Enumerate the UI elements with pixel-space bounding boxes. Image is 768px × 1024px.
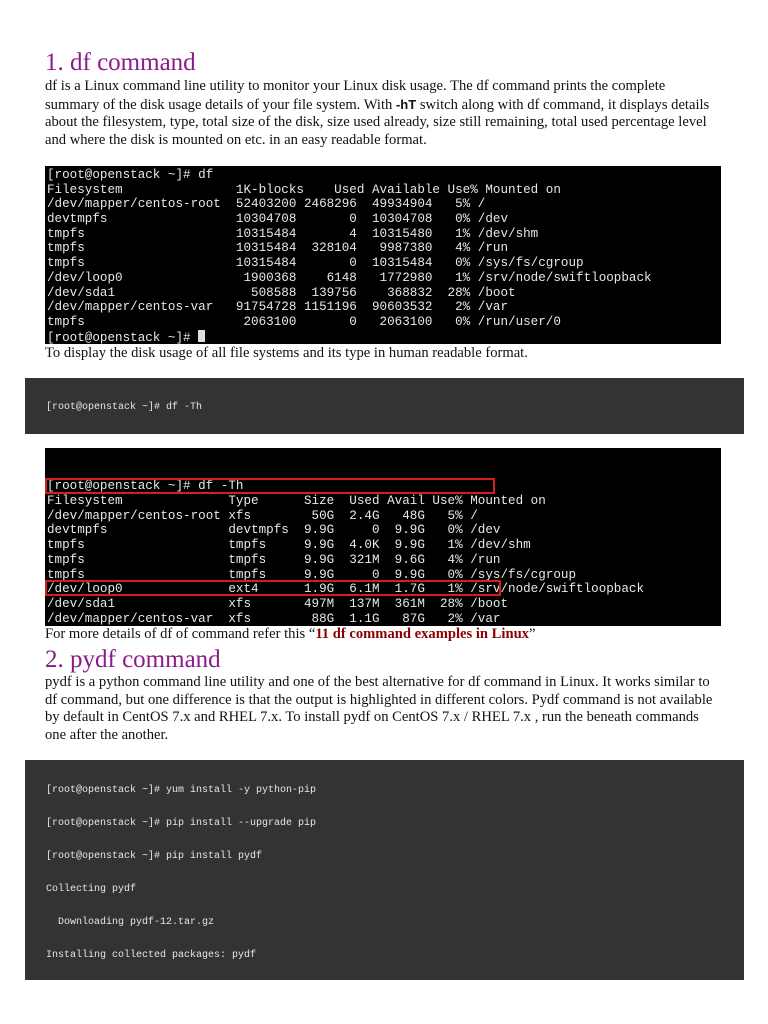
section-heading-pydf: 2. pydf command <box>45 646 221 673</box>
terminal-row: /dev/mapper/centos-var 91754728 1151196 90603532 2% /var <box>47 300 509 315</box>
code-line: [root@openstack ~]# yum install -y python-pip <box>46 785 317 796</box>
terminal-row: tmpfs 10315484 0 10315484 0% /sys/fs/cgroup <box>47 256 584 271</box>
terminal-row: /dev/sda1 508588 139756 368832 28% /boot <box>47 285 516 300</box>
terminal-row: tmpfs tmpfs 9.9G 4.0K 9.9G 1% /dev/shm <box>47 538 531 553</box>
display-usage-text: To display the disk usage of all file systems and its type in human readable format. <box>45 345 528 361</box>
code-line: Downloading pydf-12.tar.gz <box>46 917 215 928</box>
terminal-prompt-line: [root@openstack ~]# df <box>47 168 214 182</box>
terminal-row: /dev/mapper/centos-root xfs 50G 2.4G 48G 5% / <box>47 508 478 523</box>
code-line: [root@openstack ~]# df -Th <box>46 402 203 413</box>
terminal-row: tmpfs tmpfs 9.9G 321M 9.6G 4% /run <box>47 552 501 567</box>
pydf-install-code-block <box>25 760 744 980</box>
pydf-intro-paragraph: pydf is a python command line utility and one of the best alternative for df command in Linux. It works similar to df command, but one difference is that the output is highlighted in different colors. Pydf command is not available by default in CentOS 7.x and RHEL 7.x. To install pydf on CentOS 7.x / RHEL 7.x , run the beneath commands one after the another. <box>45 674 713 743</box>
terminal-row: tmpfs 2063100 0 2063100 0% /run/user/0 <box>47 314 561 329</box>
df-examples-link[interactable]: 11 df command examples in Linux <box>315 626 529 642</box>
terminal-row: /dev/mapper/centos-root 52403200 2468296 49934904 5% / <box>47 197 486 212</box>
terminal-row: tmpfs 10315484 328104 9987380 4% /run <box>47 241 509 256</box>
terminal-row: /dev/loop0 1900368 6148 1772980 1% /srv/node/swiftloopback <box>47 270 652 285</box>
terminal-row: devtmpfs devtmpfs 9.9G 0 9.9G 0% /dev <box>47 523 501 538</box>
code-line: Collecting pydf <box>46 884 137 895</box>
terminal-header-line: Filesystem Type Size Used Avail Use% Mounted on <box>47 494 546 509</box>
cursor-icon <box>198 330 205 342</box>
terminal-row: /dev/sda1 xfs 497M 137M 361M 28% /boot <box>47 596 509 611</box>
code-line: [root@openstack ~]# pip install --upgrade pip <box>46 818 317 829</box>
df-intro-paragraph: df is a Linux command line utility to monitor your Linux disk usage. The df command prints the complete summary of the disk usage details of your file system. With -hT switch along with df command, it displays details about the filesystem, type, total size of the disk, size used already, size still remaining, total used percentage level and where the disk is mounted on etc. in an easy readable format. <box>45 78 710 148</box>
switch-ht: -hT <box>395 96 417 112</box>
code-line: Installing collected packages: pydf <box>46 950 257 961</box>
terminal-prompt-line: [root@openstack ~]# df -Th <box>47 479 244 494</box>
terminal-row: /dev/mapper/centos-var xfs 88G 1.1G 87G 2% /var <box>47 611 501 626</box>
terminal-header-line: Filesystem 1K-blocks Used Available Use% Mounted on <box>47 182 561 197</box>
highlight-centos-var <box>45 580 501 596</box>
df-th-code-block <box>25 378 744 434</box>
section-heading-df: 1. df command <box>45 49 196 76</box>
terminal-row: devtmpfs 10304708 0 10304708 0% /dev <box>47 212 509 227</box>
terminal-prompt-line: [root@openstack ~]# <box>47 330 721 344</box>
df-th-output-terminal <box>45 448 721 626</box>
more-details-text: For more details of df of command refer this “11 df command examples in Linux” <box>45 626 536 642</box>
highlight-centos-root <box>45 478 495 494</box>
df-output-terminal <box>45 166 721 344</box>
terminal-row: /dev/loop0 ext4 1.9G 6.1M 1.7G 1% /srv/node/swiftloopback <box>47 582 645 597</box>
code-line: [root@openstack ~]# pip install pydf <box>46 851 263 862</box>
terminal-row: tmpfs tmpfs 9.9G 0 9.9G 0% /sys/fs/cgroup <box>47 567 577 582</box>
terminal-row: tmpfs 10315484 4 10315480 1% /dev/shm <box>47 226 539 241</box>
